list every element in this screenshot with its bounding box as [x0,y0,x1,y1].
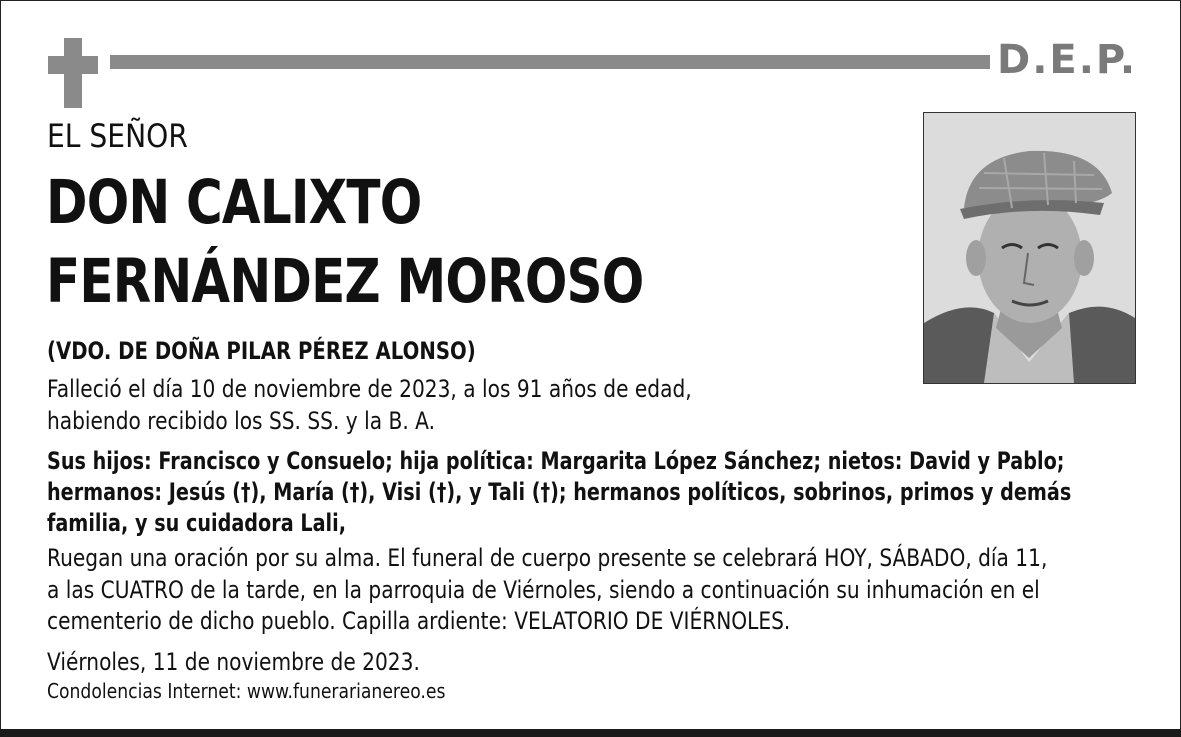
cross-icon-horizontal [48,56,98,74]
funeral-line2: a las CUATRO de la tarde, en la parroquia de Viérnoles, siendo a continuación su inhumación en el [47,576,1040,604]
bottom-border-bar [0,729,1181,737]
place-date: Viérnoles, 11 de noviembre de 2023. [47,648,420,676]
death-notice-line1: Falleció el día 10 de noviembre de 2023, a los 91 años de edad, [47,375,692,403]
dep-label: D.E.P. [997,37,1138,83]
death-notice-line2: habiendo recibido los SS. SS. y la B. A. [47,407,435,435]
deceased-name-line2: FERNÁNDEZ MOROSO [46,246,644,317]
header-rule [110,55,990,69]
widower-of: (VDO. DE DOÑA PILAR PÉREZ ALONSO) [47,337,476,365]
deceased-name-line1: DON CALIXTO [46,167,422,238]
condolences-line: Condolencias Internet: www.funerarianereo.es [47,679,446,703]
family-line1: Sus hijos: Francisco y Consuelo; hija política: Margarita López Sánchez; nietos: David y Pablo; [47,447,1065,475]
funeral-line3: cementerio de dicho pueblo. Capilla ardiente: VELATORIO DE VIÉRNOLES. [47,607,791,635]
family-line2: hermanos: Jesús (†), María (†), Visi (†), y Tali (†); hermanos políticos, sobrinos, primos y demás [47,478,1072,506]
portrait-photo-graphic [924,113,1135,383]
portrait-photo [923,112,1136,384]
honorific: EL SEÑOR [47,117,188,155]
funeral-line1: Ruegan una oración por su alma. El funeral de cuerpo presente se celebrará HOY, SÁBADO, día 11, [47,544,1048,572]
family-line3: familia, y su cuidadora Lali, [47,509,346,537]
